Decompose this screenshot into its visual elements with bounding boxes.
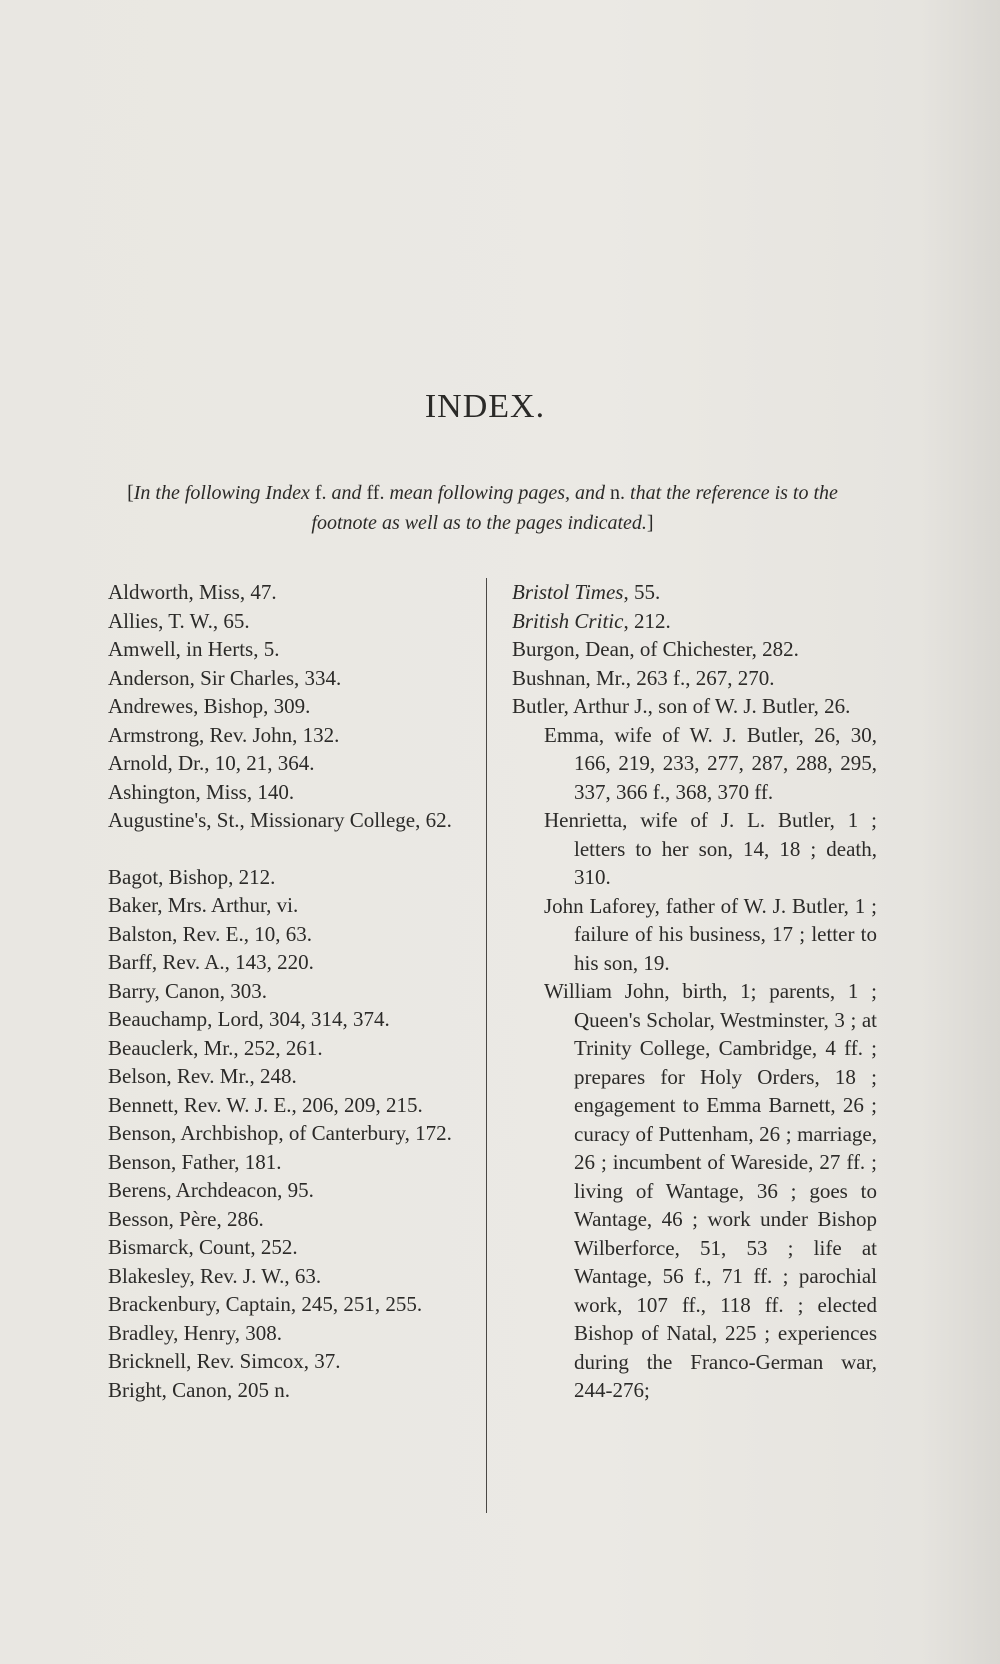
- note-text-4: that the reference is to the footnote as well as to the pages indicated.: [311, 482, 838, 534]
- index-entry: Augustine's, St., Missionary College, 62.: [108, 808, 452, 832]
- note-text-2: and: [331, 482, 362, 504]
- index-entry: [512, 607, 877, 636]
- periodical-title: British Critic: [512, 608, 624, 633]
- note-close-bracket: ]: [646, 512, 654, 534]
- page-ref: , 212.: [623, 608, 671, 633]
- index-entry: Barff, Rev. A., 143, 220.: [108, 950, 314, 974]
- index-subentry: Emma, wife of W. J. Butler, 26, 30, 166, 219, 233, 277, 287, 288, 295, 337, 366 f., 368, 370 ff.: [544, 722, 877, 804]
- index-entry: Allies, T. W., 65.: [108, 608, 250, 633]
- index-subentry: William John, birth, 1; parents, 1 ; Queen's Scholar, Westminster, 3 ; at Trinity College, Cambridge, 4 ff. ; prepares for Holy Orders, 18 ; engagement to Emma Barnett, 26 ; curacy of Puttenham, 26 ; marriage, 26 ; incumbent of Wareside, 27 ff. ; living of Wantage, 36 ; goes to Wantage, 46 ; work under Bishop Wilberforce, 51, 53 ; life at Wantage, 56 f., 71 ff. ; parochial work, 107 ff., 118 ff. ; elected Bishop of Natal, 225 ; experiences during the Franco-German war, 244-276;: [544, 979, 877, 1402]
- periodical-title: Bristol Times: [512, 580, 624, 604]
- index-entry: Balston, Rev. E., 10, 63.: [108, 921, 312, 946]
- index-entry: Beauclerk, Mr., 252, 261.: [108, 1035, 323, 1060]
- index-entry: Brackenbury, Captain, 245, 251, 255.: [108, 1292, 423, 1316]
- index-subentry: Henrietta, wife of J. L. Butler, 1 ; letters to her son, 14, 18 ; death, 310.: [544, 808, 877, 889]
- index-entry: Ashington, Miss, 140.: [108, 779, 295, 804]
- index-entry: Bushnan, Mr., 263 f., 267, 270.: [512, 665, 775, 690]
- index-entry: Besson, Père, 286.: [108, 1206, 264, 1231]
- index-entry: Bricknell, Rev. Simcox, 37.: [108, 1349, 341, 1373]
- index-entry: Benson, Archbishop, of Canterbury, 172.: [108, 1121, 452, 1145]
- index-entry: Belson, Rev. Mr., 248.: [108, 1064, 297, 1088]
- index-column-right: [512, 578, 877, 1405]
- index-entry: Bright, Canon, 205 n.: [108, 1377, 290, 1402]
- index-entry: Benson, Father, 181.: [108, 1149, 282, 1174]
- note-abbr-n: n.: [605, 482, 631, 504]
- index-entry: Andrewes, Bishop, 309.: [108, 694, 311, 718]
- index-explanatory-note: [110, 478, 855, 538]
- index-entry: Burgon, Dean, of Chichester, 282.: [512, 637, 799, 661]
- column-divider: [486, 578, 487, 1513]
- index-entry: Arnold, Dr., 10, 21, 364.: [108, 751, 315, 775]
- index-entry: Bradley, Henry, 308.: [108, 1320, 282, 1345]
- index-entry: [512, 578, 877, 607]
- index-entry: Barry, Canon, 303.: [108, 978, 268, 1003]
- index-entry: Bagot, Bishop, 212.: [108, 864, 276, 889]
- index-column-left: [108, 578, 468, 1404]
- index-entry: Aldworth, Miss, 47.: [108, 580, 277, 604]
- index-entry: Butler, Arthur J., son of W. J. Butler, 26.: [512, 694, 851, 718]
- index-entry: Armstrong, Rev. John, 132.: [108, 722, 340, 747]
- note-text-1: In the following Index: [133, 482, 310, 504]
- note-abbr-f: f.: [309, 482, 332, 504]
- index-entry: Berens, Archdeacon, 95.: [108, 1178, 314, 1202]
- index-entry: Beauchamp, Lord, 304, 314, 374.: [108, 1007, 390, 1031]
- note-text-3: mean following pages, and: [389, 482, 606, 504]
- page-ref: , 55.: [623, 580, 661, 604]
- index-entry: Blakesley, Rev. J. W., 63.: [108, 1263, 322, 1288]
- index-subentry: John Laforey, father of W. J. Butler, 1 ; failure of his business, 17 ; letter to his son, 19.: [544, 893, 877, 975]
- page-title: INDEX.: [424, 388, 546, 425]
- note-open-bracket: [: [127, 482, 134, 504]
- index-entry: Baker, Mrs. Arthur, vi.: [108, 893, 299, 917]
- index-entry: Amwell, in Herts, 5.: [108, 637, 280, 661]
- index-entry: Bennett, Rev. W. J. E., 206, 209, 215.: [108, 1092, 423, 1117]
- index-entry: Bismarck, Count, 252.: [108, 1235, 298, 1259]
- index-entry: Anderson, Sir Charles, 334.: [108, 665, 342, 690]
- note-abbr-ff: ff.: [361, 482, 390, 504]
